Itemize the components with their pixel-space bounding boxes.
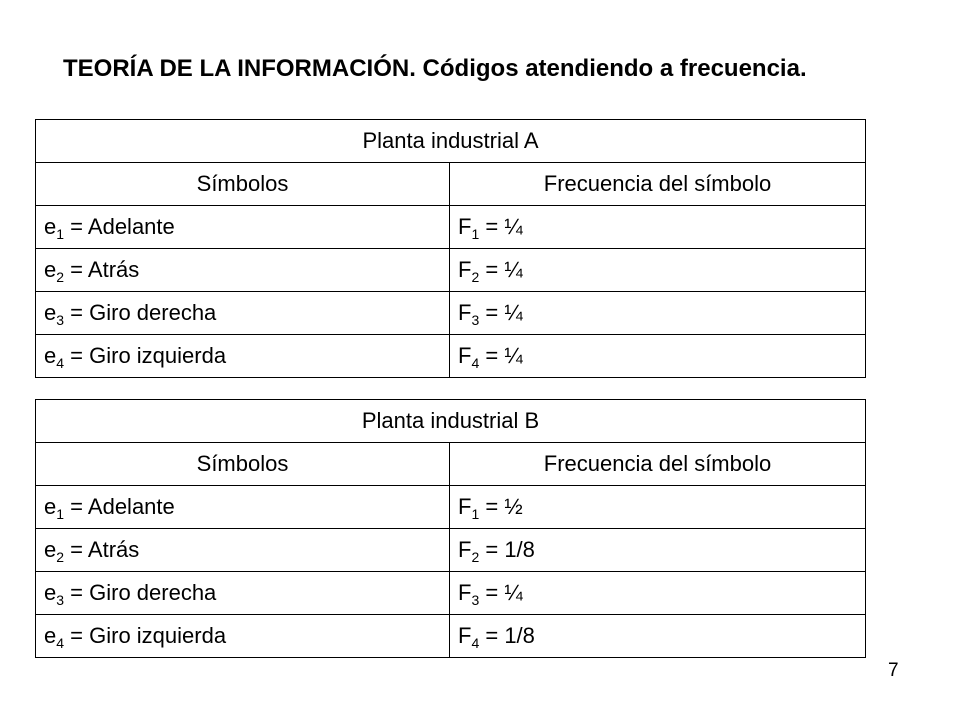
symbol-text: = Giro izquierda <box>64 343 227 368</box>
frequency-text: = ¼ <box>479 343 523 368</box>
header-simbolos: Símbolos <box>36 443 450 486</box>
frequency-text: = ¼ <box>479 300 523 325</box>
symbol-index: 4 <box>56 355 65 371</box>
table-planta-a <box>35 119 866 378</box>
table-row <box>36 615 866 658</box>
symbol-index: 2 <box>56 549 65 565</box>
symbol-letter: e <box>44 623 57 648</box>
frequency-letter: F <box>458 537 472 562</box>
symbol-letter: e <box>44 494 57 519</box>
table-header-row <box>36 163 866 206</box>
frequency-index: 4 <box>471 355 480 371</box>
frequency-index: 3 <box>471 592 480 608</box>
symbol-cell <box>36 292 450 335</box>
symbol-letter: e <box>44 214 57 239</box>
table-row <box>36 206 866 249</box>
frequency-cell <box>450 529 866 572</box>
frequency-text: = ½ <box>479 494 523 519</box>
table-row <box>36 292 866 335</box>
title-subtitle: Códigos atendiendo a frecuencia. <box>422 55 807 82</box>
symbol-index: 1 <box>56 506 65 522</box>
symbol-cell <box>36 486 450 529</box>
frequency-text: = ¼ <box>479 257 523 282</box>
symbol-letter: e <box>44 343 57 368</box>
symbol-text: = Adelante <box>64 214 175 239</box>
frequency-cell <box>450 486 866 529</box>
table-row <box>36 486 866 529</box>
table-caption: Planta industrial B <box>36 400 866 443</box>
frequency-text: = ¼ <box>479 580 523 605</box>
table-row <box>36 529 866 572</box>
header-frecuencia: Frecuencia del símbolo <box>450 443 866 486</box>
frequency-text: = 1/8 <box>479 537 535 562</box>
table-header-row <box>36 443 866 486</box>
slide-title <box>63 52 903 86</box>
symbol-cell <box>36 529 450 572</box>
table-planta-b <box>35 399 866 658</box>
frequency-index: 2 <box>471 549 480 565</box>
frequency-cell <box>450 615 866 658</box>
frequency-letter: F <box>458 580 472 605</box>
frequency-letter: F <box>458 494 472 519</box>
page-number: 7 <box>888 660 899 681</box>
frequency-letter: F <box>458 343 472 368</box>
symbol-cell <box>36 206 450 249</box>
symbol-index: 3 <box>56 312 65 328</box>
header-frecuencia: Frecuencia del símbolo <box>450 163 866 206</box>
table-row <box>36 249 866 292</box>
frequency-index: 1 <box>471 506 480 522</box>
symbol-cell <box>36 335 450 378</box>
table-row <box>36 572 866 615</box>
symbol-text: = Adelante <box>64 494 175 519</box>
table-row <box>36 335 866 378</box>
symbol-cell <box>36 615 450 658</box>
symbol-letter: e <box>44 257 57 282</box>
table-caption-row <box>36 400 866 443</box>
symbol-text: = Giro izquierda <box>64 623 227 648</box>
symbol-text: = Giro derecha <box>64 580 217 605</box>
frequency-letter: F <box>458 214 472 239</box>
symbol-index: 4 <box>56 635 65 651</box>
symbol-index: 1 <box>56 226 65 242</box>
frequency-index: 3 <box>471 312 480 328</box>
symbol-letter: e <box>44 580 57 605</box>
title-main: TEORÍA DE LA INFORMACIÓN. <box>63 55 416 82</box>
symbol-letter: e <box>44 300 57 325</box>
frequency-letter: F <box>458 300 472 325</box>
frequency-index: 2 <box>471 269 480 285</box>
frequency-cell <box>450 206 866 249</box>
frequency-index: 4 <box>471 635 480 651</box>
frequency-index: 1 <box>471 226 480 242</box>
table-caption-row <box>36 120 866 163</box>
frequency-text: = 1/8 <box>479 623 535 648</box>
frequency-cell <box>450 335 866 378</box>
symbol-index: 3 <box>56 592 65 608</box>
frequency-letter: F <box>458 257 472 282</box>
symbol-index: 2 <box>56 269 65 285</box>
frequency-cell <box>450 572 866 615</box>
symbol-letter: e <box>44 537 57 562</box>
header-simbolos: Símbolos <box>36 163 450 206</box>
symbol-cell <box>36 572 450 615</box>
frequency-cell <box>450 249 866 292</box>
frequency-text: = ¼ <box>479 214 523 239</box>
symbol-text: = Giro derecha <box>64 300 217 325</box>
symbol-cell <box>36 249 450 292</box>
frequency-cell <box>450 292 866 335</box>
symbol-text: = Atrás <box>64 257 140 282</box>
table-caption: Planta industrial A <box>36 120 866 163</box>
frequency-letter: F <box>458 623 472 648</box>
symbol-text: = Atrás <box>64 537 140 562</box>
